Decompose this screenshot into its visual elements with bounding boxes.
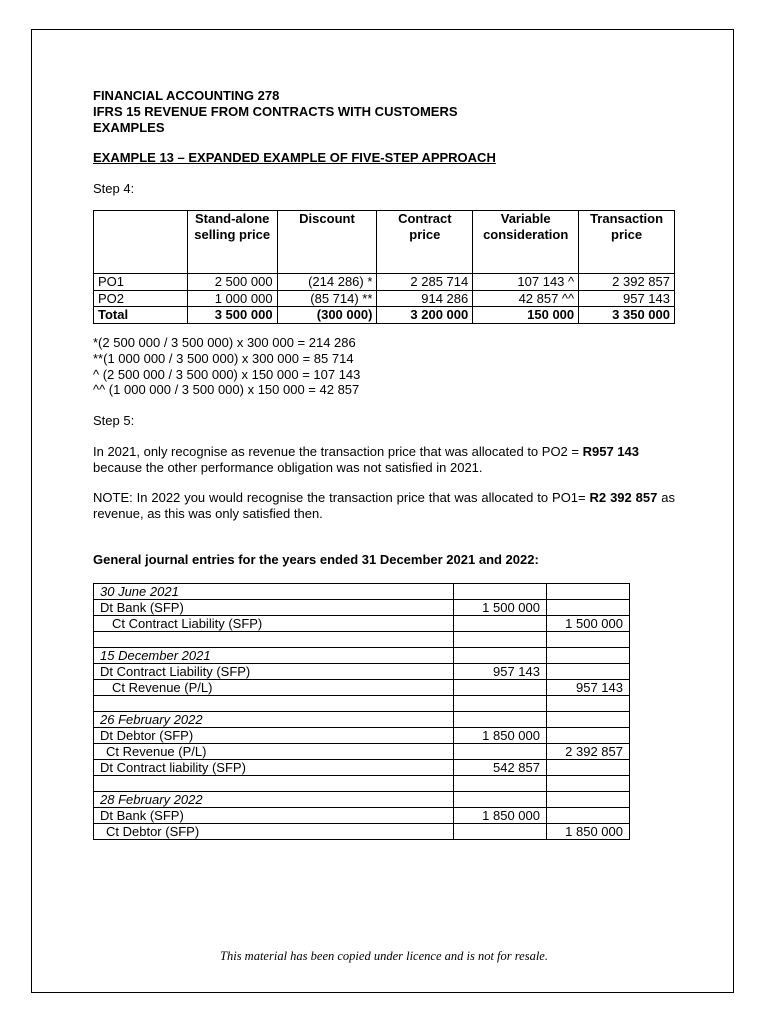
journal-credit: 1 850 000 bbox=[547, 824, 630, 840]
table-cell: (300 000) bbox=[277, 307, 377, 324]
journal-debit: 1 850 000 bbox=[454, 728, 547, 744]
header-cell: Contract price bbox=[377, 211, 473, 274]
journal-date-row bbox=[94, 584, 630, 600]
journal-row bbox=[94, 824, 630, 840]
journal-date-row bbox=[94, 712, 630, 728]
step4-label: Step 4: bbox=[93, 181, 135, 196]
table-row bbox=[94, 274, 675, 291]
journal-credit bbox=[547, 632, 630, 648]
journal-credit bbox=[547, 712, 630, 728]
journal-credit bbox=[547, 792, 630, 808]
header-cell: Stand-alone selling price bbox=[187, 211, 277, 274]
journal-credit bbox=[547, 664, 630, 680]
journal-description: Ct Revenue (P/L) bbox=[94, 744, 454, 760]
journal-date-row bbox=[94, 792, 630, 808]
journal-row bbox=[94, 696, 630, 712]
table-cell: (85 714) ** bbox=[277, 290, 377, 307]
journal-description: Dt Bank (SFP) bbox=[94, 600, 454, 616]
journal-debit bbox=[454, 648, 547, 664]
paragraph-text: because the other performance obligation was not satisfied in 2021. bbox=[93, 459, 483, 475]
journal-debit: 957 143 bbox=[454, 664, 547, 680]
allocation-header-row bbox=[94, 211, 675, 274]
journal-debit bbox=[454, 744, 547, 760]
course-title: FINANCIAL ACCOUNTING 278 bbox=[93, 88, 280, 103]
header-cell: Variable consideration bbox=[473, 211, 579, 274]
journal-description: Dt Bank (SFP) bbox=[94, 808, 454, 824]
table-cell: 3 350 000 bbox=[579, 307, 675, 324]
journal-description bbox=[94, 776, 454, 792]
journal-row bbox=[94, 600, 630, 616]
table-cell: 42 857 ^^ bbox=[473, 290, 579, 307]
journal-row bbox=[94, 664, 630, 680]
section-title: EXAMPLES bbox=[93, 120, 165, 135]
footnote: *(2 500 000 / 3 500 000) x 300 000 = 214 286 bbox=[93, 335, 356, 350]
journal-row bbox=[94, 808, 630, 824]
paragraph-text: as revenue, as this was only satisfied then. bbox=[93, 490, 675, 521]
journal-row bbox=[94, 744, 630, 760]
journal-description: Ct Contract Liability (SFP) bbox=[94, 616, 454, 632]
journal-debit bbox=[454, 680, 547, 696]
table-cell: 150 000 bbox=[473, 307, 579, 324]
table-cell: 2 392 857 bbox=[579, 274, 675, 291]
table-cell: 914 286 bbox=[377, 290, 473, 307]
journal-debit: 1 500 000 bbox=[454, 600, 547, 616]
journal-description: Ct Revenue (P/L) bbox=[94, 680, 454, 696]
journal-credit: 1 500 000 bbox=[547, 616, 630, 632]
journal-debit bbox=[454, 632, 547, 648]
journal-row bbox=[94, 728, 630, 744]
journal-row bbox=[94, 760, 630, 776]
total-row bbox=[94, 307, 675, 324]
footnote: ^^ (1 000 000 / 3 500 000) x 150 000 = 42 857 bbox=[93, 382, 360, 397]
header-cell: Transaction price bbox=[579, 211, 675, 274]
journal-debit bbox=[454, 584, 547, 600]
topic-title: IFRS 15 REVENUE FROM CONTRACTS WITH CUSTOMERS bbox=[93, 104, 458, 119]
journal-description: 28 February 2022 bbox=[94, 792, 454, 808]
step5-label: Step 5: bbox=[93, 413, 135, 428]
journal-title: General journal entries for the years ended 31 December 2021 and 2022: bbox=[93, 552, 539, 567]
row-label: PO1 bbox=[94, 274, 188, 291]
footnote: **(1 000 000 / 3 500 000) x 300 000 = 85 714 bbox=[93, 351, 354, 366]
journal-debit bbox=[454, 712, 547, 728]
journal-debit bbox=[454, 776, 547, 792]
table-cell: 3 200 000 bbox=[377, 307, 473, 324]
table-cell: 3 500 000 bbox=[187, 307, 277, 324]
header-cell: Discount bbox=[277, 211, 377, 274]
journal-credit bbox=[547, 584, 630, 600]
table-cell: 1 000 000 bbox=[187, 290, 277, 307]
journal-row bbox=[94, 632, 630, 648]
journal-description: Dt Contract Liability (SFP) bbox=[94, 664, 454, 680]
paragraph-amount: R2 392 857 bbox=[589, 490, 658, 505]
journal-credit bbox=[547, 600, 630, 616]
table-cell: 957 143 bbox=[579, 290, 675, 307]
journal-credit bbox=[547, 728, 630, 744]
paragraph-text: In 2021, only recognise as revenue the transaction price that was allocated to PO2 = bbox=[93, 444, 583, 459]
table-cell: (214 286) * bbox=[277, 274, 377, 291]
header-cell bbox=[94, 211, 188, 274]
journal-description bbox=[94, 632, 454, 648]
journal-credit bbox=[547, 696, 630, 712]
note-2022-paragraph bbox=[93, 490, 675, 521]
journal-row bbox=[94, 616, 630, 632]
table-cell: 107 143 ^ bbox=[473, 274, 579, 291]
journal-debit bbox=[454, 616, 547, 632]
journal-row bbox=[94, 680, 630, 696]
revenue-2021-paragraph bbox=[93, 444, 683, 475]
journal-description bbox=[94, 696, 454, 712]
journal-debit: 542 857 bbox=[454, 760, 547, 776]
paragraph-amount: R957 143 bbox=[582, 444, 639, 459]
journal-credit bbox=[547, 760, 630, 776]
table-cell: 2 285 714 bbox=[377, 274, 473, 291]
journal-row bbox=[94, 776, 630, 792]
journal-description: 30 June 2021 bbox=[94, 584, 454, 600]
journal-debit bbox=[454, 824, 547, 840]
journal-credit bbox=[547, 648, 630, 664]
table-cell: 2 500 000 bbox=[187, 274, 277, 291]
allocation-table bbox=[93, 210, 675, 324]
table-row bbox=[94, 290, 675, 307]
journal-credit: 2 392 857 bbox=[547, 744, 630, 760]
licence-footer: This material has been copied under licence and is not for resale. bbox=[220, 949, 548, 963]
journal-description: 26 February 2022 bbox=[94, 712, 454, 728]
journal-credit: 957 143 bbox=[547, 680, 630, 696]
journal-credit bbox=[547, 808, 630, 824]
journal-description: Ct Debtor (SFP) bbox=[94, 824, 454, 840]
row-label: PO2 bbox=[94, 290, 188, 307]
journal-date-row bbox=[94, 648, 630, 664]
journal-credit bbox=[547, 776, 630, 792]
paragraph-text: NOTE: In 2022 you would recognise the transaction price that was allocated to PO1= bbox=[93, 490, 590, 505]
footnote: ^ (2 500 000 / 3 500 000) x 150 000 = 107 143 bbox=[93, 367, 361, 382]
journal-debit bbox=[454, 792, 547, 808]
journal-description: Dt Contract liability (SFP) bbox=[94, 760, 454, 776]
journal-debit: 1 850 000 bbox=[454, 808, 547, 824]
journal-description: 15 December 2021 bbox=[94, 648, 454, 664]
example-title: EXAMPLE 13 – EXPANDED EXAMPLE OF FIVE-STEP APPROACH bbox=[93, 150, 496, 165]
row-label: Total bbox=[94, 307, 188, 324]
journal-table bbox=[93, 583, 630, 840]
journal-description: Dt Debtor (SFP) bbox=[94, 728, 454, 744]
journal-debit bbox=[454, 696, 547, 712]
